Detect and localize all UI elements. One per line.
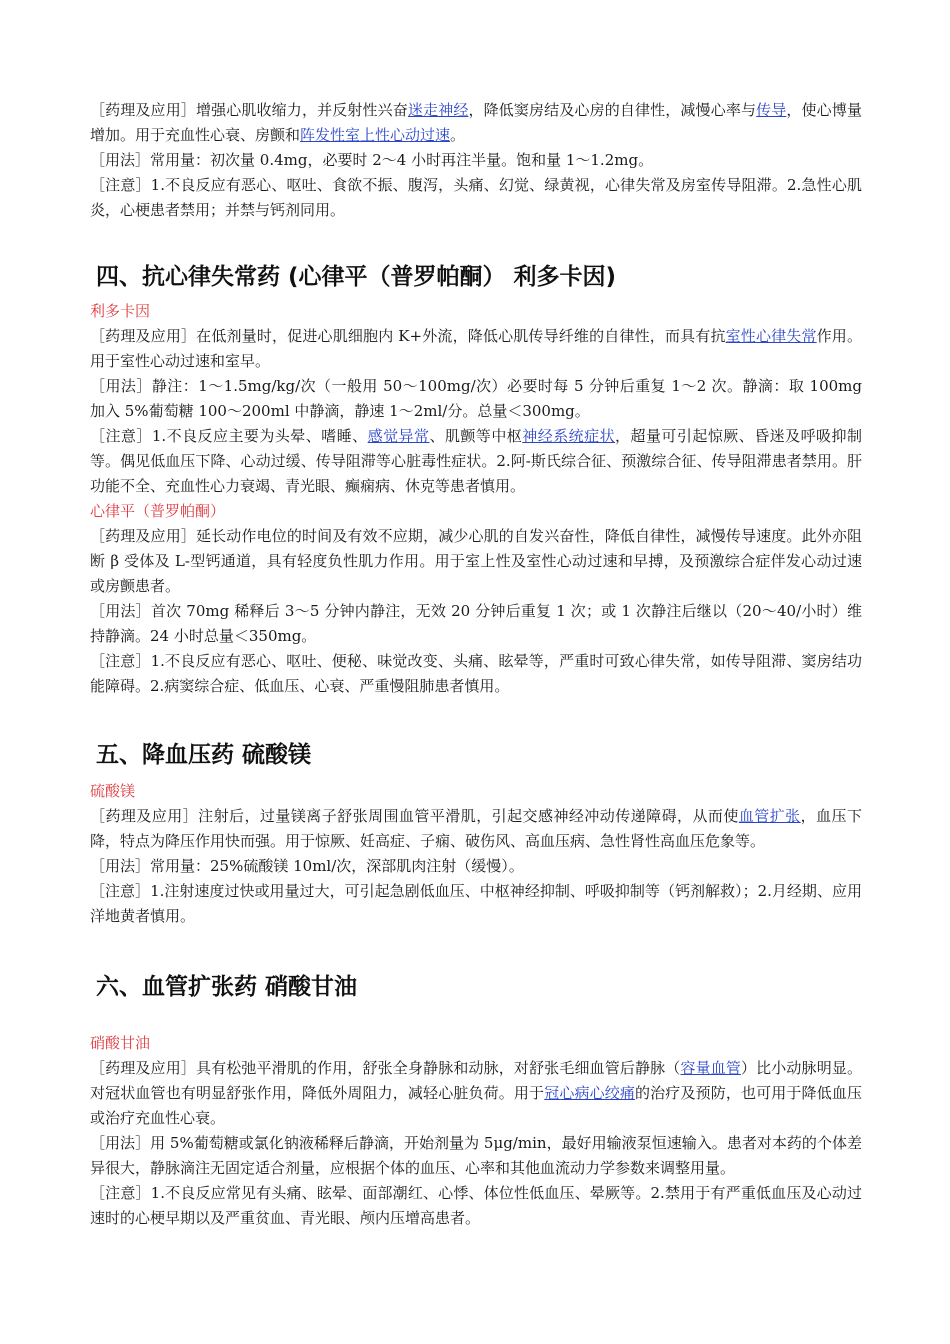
intro-usage	[90, 148, 862, 173]
lidocaine-pharmacology	[90, 324, 862, 374]
paragraph-text: ［用法］用 5%葡萄糖或氯化钠液稀释后静滴，开始剂量为 5μg/min，最好用输液泵恒速输入。患者对本药的个体差异很大，静脉滴注无固定适合剂量，应根据个体的血压、心率和其他血流动力学参数来调整用量。	[90, 1134, 862, 1177]
paragraph-text: ［药理及应用］增强心肌收缩力，并反射性兴奋	[90, 101, 408, 119]
paragraph-text: ［用法］常用量：25%硫酸镁 10ml/次，深部肌肉注射（缓慢）。	[90, 857, 524, 875]
paragraph-text: ［注意］1.不良反应主要为头晕、嗜睡、	[90, 427, 368, 445]
paragraph-text: ［注意］1.不良反应有恶心、呕吐、食欲不振、腹泻，头痛、幻觉、绿黄视，心律失常及房室传导阻滞。2.急性心肌炎，心梗患者禁用；并禁与钙剂同用。	[90, 176, 862, 219]
term-link[interactable]: 感觉异常	[367, 427, 430, 445]
nitroglycerin-caution	[90, 1181, 862, 1231]
document-page	[90, 98, 862, 1231]
paragraph-text: ，超量可引起惊厥、昏迷及呼吸抑制等。偶见低血压下降、心动过缓、传导阻滞等心脏毒性症状。2.阿-斯氏综合征、预激综合征、传导阻滞患者禁用。肝功能不全、充血性心力衰竭、青光眼、癫痫病、休克等患者慎用。	[90, 427, 862, 495]
paragraph-text: ［注意］1.注射速度过快或用量过大，可引起急剧低血压、中枢神经抑制、呼吸抑制等（钙剂解救）；2.月经期、应用洋地黄者慎用。	[90, 882, 862, 925]
paragraph-text: ［药理及应用］延长动作电位的时间及有效不应期，减少心肌的自发兴奋性，降低自律性，减慢传导速度。此外亦阻断 β 受体及 L-型钙通道，具有轻度负性肌力作用。用于室上性及室性心动过速和早搏，及预激综合症伴发心动过速或房颤患者。	[90, 527, 862, 595]
paragraph-text: ，血压下降，特点为降压作用快而强。用于惊厥、妊高症、子痫、破伤风、高血压病、急性肾性高血压危象等。	[90, 807, 862, 850]
section-6-heading: 六、血管扩张药 硝酸甘油	[96, 974, 358, 1000]
paragraph-text: ［药理及应用］注射后，过量镁离子舒张周围血管平滑肌，引起交感神经冲动传递障碍，从而使	[90, 807, 739, 825]
paragraph-text: ）比小动脉明显。对冠状血管也有明显舒张作用，降低外周阻力，减轻心脏负荷。用于	[90, 1059, 862, 1102]
paragraph-text: ，使心博量增加。用于充血性心衰、房颤和	[90, 101, 862, 144]
drug-name-lidocaine: 利多卡因	[90, 302, 151, 320]
magnesium-pharmacology	[90, 804, 862, 854]
intro-caution	[90, 173, 862, 223]
paragraph-text: 作用。用于室性心动过速和室早。	[90, 327, 862, 370]
magnesium-usage	[90, 854, 862, 879]
paragraph-text: ［用法］常用量：初次量 0.4mg，必要时 2～4 小时再注半量。饱和量 1～1.2mg。	[90, 151, 654, 169]
intro-pharmacology	[90, 98, 862, 148]
paragraph-text: ［用法］静注：1～1.5mg/kg/次（一般用 50～100mg/次）必要时每 5 分钟后重复 1～2 次。静滴：取 100mg 加入 5%葡萄糖 100～200ml 中静滴，静速 1～2ml/分。总量＜300mg。	[90, 377, 862, 420]
term-link[interactable]: 容量血管	[680, 1059, 741, 1077]
paragraph-text: ［注意］1.不良反应常见有头痛、眩晕、面部潮红、心悸、体位性低血压、晕厥等。2.禁用于有严重低血压及心动过速时的心梗早期以及严重贫血、青光眼、颅内压增高患者。	[90, 1184, 862, 1227]
nitroglycerin-usage	[90, 1131, 862, 1181]
propafenone-usage	[90, 599, 862, 649]
drug-name-nitroglycerin: 硝酸甘油	[90, 1034, 151, 1052]
term-link[interactable]: 传导	[756, 101, 787, 119]
lidocaine-caution	[90, 424, 862, 499]
term-link[interactable]: 迷走神经	[407, 101, 469, 119]
term-link[interactable]: 冠心病心绞痛	[544, 1084, 636, 1102]
section-4-heading: 四、抗心律失常药 (心律平（普罗帕酮） 利多卡因)	[96, 264, 617, 290]
paragraph-text: ［药理及应用］在低剂量时，促进心肌细胞内 K+外流，降低心肌传导纤维的自律性，而具有抗	[90, 327, 726, 345]
lidocaine-usage	[90, 374, 862, 424]
drug-name-propafenone: 心律平（普罗帕酮）	[90, 502, 226, 520]
propafenone-pharmacology	[90, 524, 862, 599]
term-link[interactable]: 室性心律失常	[725, 327, 817, 345]
magnesium-caution	[90, 879, 862, 929]
drug-name-magnesium-sulfate: 硫酸镁	[90, 782, 136, 800]
nitroglycerin-pharmacology	[90, 1056, 862, 1131]
term-link[interactable]: 阵发性室上性心动过速	[300, 126, 451, 144]
term-link[interactable]: 血管扩张	[738, 807, 801, 825]
section-5-heading: 五、降血压药 硫酸镁	[96, 742, 312, 768]
paragraph-text: 的治疗及预防，也可用于降低血压或治疗充血性心衰。	[90, 1084, 862, 1127]
paragraph-text: 。	[450, 126, 466, 144]
paragraph-text: 、肌颤等中枢	[429, 427, 523, 445]
paragraph-text: ［注意］1.不良反应有恶心、呕吐、便秘、味觉改变、头痛、眩晕等，严重时可致心律失常，如传导阻滞、窦房结功能障碍。2.病窦综合症、低血压、心衰、严重慢阻肺患者慎用。	[90, 652, 862, 695]
paragraph-text: ，降低窦房结及心房的自律性，减慢心率与	[468, 101, 757, 119]
paragraph-text: ［药理及应用］具有松弛平滑肌的作用，舒张全身静脉和动脉，对舒张毛细血管后静脉（	[90, 1059, 681, 1077]
paragraph-text: ［用法］首次 70mg 稀释后 3～5 分钟内静注，无效 20 分钟后重复 1 次；或 1 次静注后继以（20～40/小时）维持静滴。24 小时总量＜350mg。	[90, 602, 862, 645]
term-link[interactable]: 神经系统症状	[522, 427, 616, 445]
propafenone-caution	[90, 649, 862, 699]
